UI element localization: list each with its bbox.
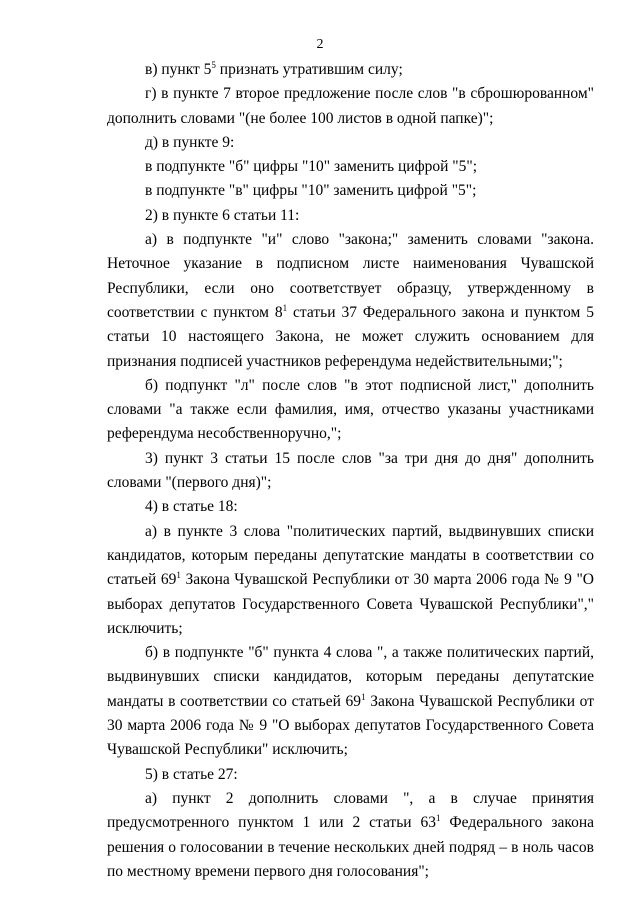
- paragraph: [107, 155, 594, 179]
- paragraph: [107, 763, 594, 787]
- paragraph: [107, 641, 594, 762]
- paragraph-text: б) в подпункте "б" пункта 4 слова ", а также политических партий, выдвинувших списки кандидатов, которым переданы депутатские мандаты в соответствии со статьей 69: [107, 644, 594, 710]
- paragraph: [107, 204, 594, 228]
- paragraph-text: а) в пункте 3 слова "политических партий, выдвинувших списки кандидатов, которым переданы депутатские мандаты в соответствии со статьей 69: [107, 522, 594, 589]
- paragraph-text: 2) в пункте 6 статьи 11:: [145, 206, 300, 224]
- superscript-index: 1: [282, 302, 288, 313]
- paragraph: [107, 520, 594, 641]
- paragraph: [107, 787, 594, 884]
- paragraph: [107, 228, 594, 374]
- paragraph-text: Закона Чувашской Республики от 30 марта 2006 года № 9 "О выборах депутатов Государственного Совета Чувашской Республики"," исключить;: [107, 571, 594, 637]
- paragraph: [107, 131, 594, 155]
- paragraph-text: б) подпункт "л" после слов "в этот подписной лист," дополнить словами "а также если фамилия, имя, отчество указаны участниками референдума несобственноручно,";: [107, 376, 594, 443]
- paragraph-text: статьи 37 Федерального закона и пунктом 5 статьи 10 настоящего Закона, не может служить основанием для признания подписей участников референдума недействительными;";: [107, 303, 594, 370]
- paragraph-text: д) в пункте 9:: [145, 133, 235, 151]
- superscript-index: 5: [211, 60, 216, 70]
- superscript-index: 1: [435, 813, 441, 824]
- body-text: [107, 58, 594, 884]
- paragraph: [107, 179, 594, 203]
- paragraph-text: 3) пункт 3 статьи 15 после слов "за три дня до дня" дополнить словами "(первого дня)";: [107, 449, 594, 492]
- paragraph-text: в) пункт 5: [145, 61, 212, 78]
- paragraph: [107, 447, 594, 496]
- paragraph-text: 4) в статье 18:: [145, 498, 238, 516]
- paragraph: [107, 82, 594, 131]
- paragraph: [107, 374, 594, 447]
- paragraph-text: а) пункт 2 дополнить словами ", а в случае принятия предусмотренного пунктом 1 или 2 статьи 63: [107, 789, 594, 832]
- paragraph-text: Закона Чувашской Республики от 30 марта 2006 года № 9 "О выборах депутатов Государственного Совета Чувашской Республики" исключить;: [107, 692, 594, 759]
- paragraph-text: в подпункте "б" цифры "10" заменить цифрой "5";: [145, 158, 478, 176]
- paragraph-text: Федерального закона решения о голосовании в течение нескольких дней подряд – в ноль часов по местному времени первого дня голосования";: [107, 814, 594, 880]
- paragraph-text: признать утратившим силу;: [215, 61, 403, 78]
- paragraph-text: г) в пункте 7 второе предложение после слов "в сброшюрованном" дополнить словами "(не более 100 листов в одной папке)";: [107, 85, 594, 127]
- paragraph-text: в подпункте "в" цифры "10" заменить цифрой "5";: [145, 182, 477, 200]
- paragraph: [107, 58, 594, 82]
- superscript-index: 1: [361, 691, 366, 702]
- paragraph-text: 5) в статье 27:: [145, 765, 238, 783]
- page-number: 2: [316, 37, 324, 52]
- paragraph: [107, 495, 594, 519]
- superscript-index: 1: [176, 570, 181, 581]
- paragraph-text: а) в подпункте "и" слово "закона;" заменить словами "закона. Неточное указание в подписном листе наименования Чувашской Республики, если оно соответствует образцу, утвержденному в соответствии с пунктом 8: [107, 231, 594, 321]
